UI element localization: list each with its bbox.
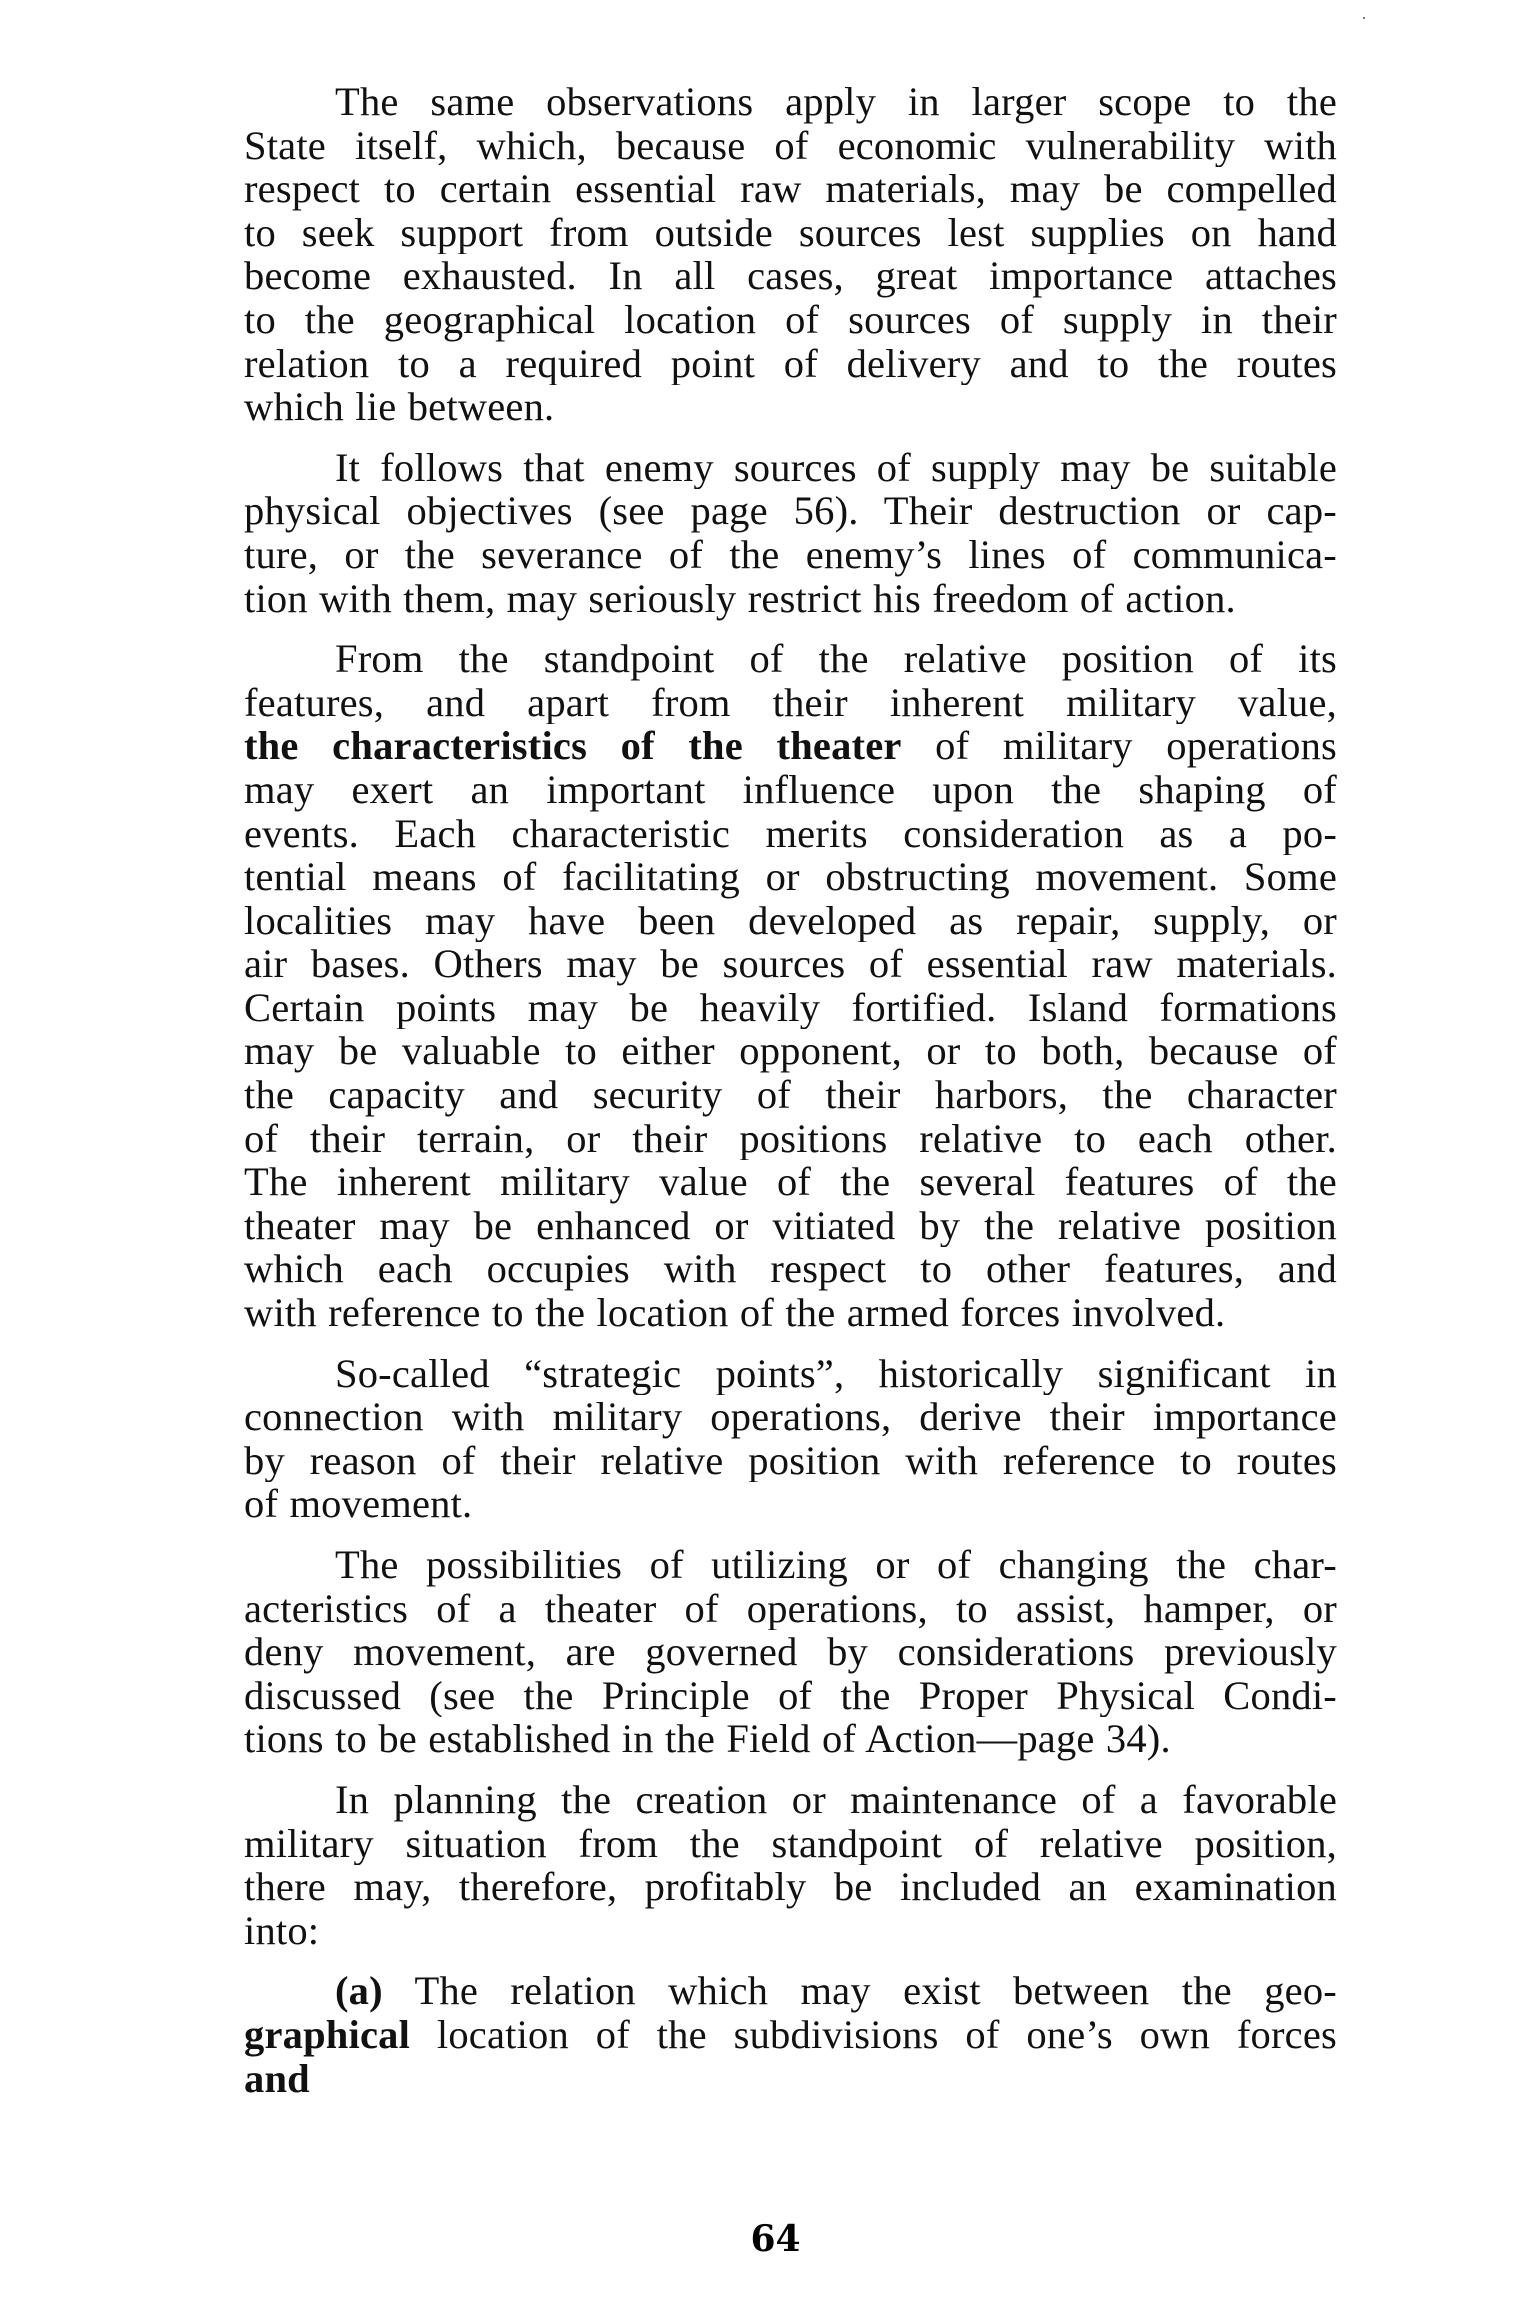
text-line — [244, 812, 1337, 856]
text-line — [244, 2013, 1337, 2057]
text-line — [244, 1247, 1337, 1291]
text-segment: to seek support from outside sources lest supplies on hand — [244, 210, 1337, 255]
text-line — [244, 1482, 1337, 1526]
text-line — [244, 1630, 1337, 1674]
text-line — [244, 1587, 1337, 1631]
text-segment: relation to a required point of delivery and to the routes — [244, 341, 1337, 386]
text-line — [244, 768, 1337, 812]
text-line — [244, 1160, 1337, 1204]
text-line — [244, 446, 1337, 490]
text-line — [244, 577, 1337, 621]
text-line — [244, 1291, 1337, 1335]
text-line — [244, 1395, 1337, 1439]
text-line — [244, 1352, 1337, 1396]
page-body — [244, 80, 1337, 2117]
paragraph-list-item-a — [244, 1969, 1337, 2100]
text-line — [244, 254, 1337, 298]
text-segment: the capacity and security of their harbors, the character — [244, 1073, 1337, 1117]
text-line — [244, 1909, 1337, 1953]
paragraph-strategic-points — [244, 1352, 1337, 1526]
text-line — [244, 1822, 1337, 1866]
text-segment: State itself, which, because of economic vulnerability with — [244, 123, 1337, 168]
text-segment: which lie between. — [244, 384, 555, 430]
text-line — [244, 1717, 1337, 1761]
text-line — [244, 724, 1337, 768]
text-segment: It follows that enemy sources of supply may be suitable — [335, 445, 1337, 490]
text-segment: connection with military operations, derive their importance — [244, 1395, 1337, 1439]
text-segment: tion with them, may seriously restrict his freedom of action. — [244, 575, 1236, 621]
text-line — [244, 1073, 1337, 1117]
text-segment: may exert an important influence upon the shaping of — [244, 767, 1337, 812]
paragraph-possibilities — [244, 1543, 1337, 1761]
text-line — [244, 124, 1337, 168]
page-number: 64 — [750, 2218, 801, 2260]
text-segment: with reference to the location of the armed forces involved. — [244, 1290, 1226, 1336]
text-line — [244, 385, 1337, 429]
text-segment: by reason of their relative position with reference to routes — [244, 1438, 1337, 1483]
text-line — [244, 342, 1337, 386]
text-segment: become exhausted. In all cases, great importance attaches — [244, 254, 1337, 298]
text-line — [244, 1543, 1337, 1587]
text-line — [244, 855, 1337, 899]
text-line — [244, 298, 1337, 342]
text-line — [244, 986, 1337, 1030]
text-line — [244, 533, 1337, 577]
bold-text: graphical — [244, 2012, 411, 2057]
text-line — [244, 942, 1337, 986]
text-segment: respect to certain essential raw materials, may be compelled — [244, 167, 1337, 211]
text-segment: physical objectives (see page 56). Their destruction or cap- — [244, 489, 1337, 533]
paragraph-theater-characteristics — [244, 637, 1337, 1335]
text-line — [244, 681, 1337, 725]
paragraph-supply-state — [244, 80, 1337, 429]
text-segment: theater may be enhanced or vitiated by the relative position — [244, 1203, 1337, 1248]
text-line — [244, 1778, 1337, 1822]
text-segment: From the standpoint of the relative position of its — [335, 637, 1337, 681]
paragraph-planning — [244, 1778, 1337, 1952]
text-segment: military situation from the standpoint of relative position, — [244, 1821, 1337, 1866]
text-segment: So-called “strategic points”, historically significant in — [335, 1351, 1337, 1396]
text-segment: acteristics of a theater of operations, to assist, hamper, or — [244, 1586, 1337, 1631]
text-line — [244, 1029, 1337, 1073]
text-segment: tential means of facilitating or obstructing movement. Some — [244, 855, 1337, 899]
text-segment: tions to be established in the Field of Action—page 34). — [244, 1716, 1171, 1762]
text-segment: The same observations apply in larger scope to the — [335, 80, 1337, 124]
scan-speck — [1363, 17, 1365, 19]
text-segment: features, and apart from their inherent military value, — [244, 680, 1337, 725]
text-segment: The inherent military value of the several features of the — [244, 1160, 1337, 1204]
text-line — [244, 1439, 1337, 1483]
text-line — [244, 1674, 1337, 1718]
text-segment: events. Each characteristic merits consideration as a po- — [244, 811, 1337, 856]
text-segment: location of the subdivisions of one’s own forces — [410, 2012, 1337, 2057]
text-segment: may be valuable to either opponent, or to both, because of — [244, 1029, 1337, 1074]
text-line — [244, 2057, 1337, 2101]
text-segment: localities may have been developed as repair, supply, or — [244, 898, 1337, 943]
text-segment: discussed (see the Principle of the Proper Physical Condi- — [244, 1673, 1337, 1718]
text-line — [244, 80, 1337, 124]
bold-text: and — [244, 2055, 310, 2101]
text-segment: which each occupies with respect to other features, and — [244, 1247, 1337, 1292]
text-segment: of their terrain, or their positions relative to each other. — [244, 1116, 1337, 1161]
text-line — [244, 1969, 1337, 2013]
text-segment: of movement. — [244, 1481, 473, 1527]
text-segment: The possibilities of utilizing or of changing the char- — [335, 1543, 1337, 1587]
text-segment: ture, or the severance of the enemy’s lines of communica- — [244, 532, 1337, 577]
text-segment: The relation which may exist between the geo- — [382, 1969, 1337, 2013]
text-segment: into: — [244, 1907, 320, 1953]
text-line — [244, 1204, 1337, 1248]
text-segment: of military operations — [901, 724, 1337, 768]
text-segment: In planning the creation or maintenance of a favorable — [335, 1777, 1337, 1822]
text-line — [244, 167, 1337, 211]
text-line — [244, 1117, 1337, 1161]
paragraph-enemy-sources — [244, 446, 1337, 620]
text-line — [244, 489, 1337, 533]
text-segment: Certain points may be heavily fortified. Island formations — [244, 985, 1337, 1030]
text-line — [244, 1865, 1337, 1909]
text-line — [244, 899, 1337, 943]
text-line — [244, 637, 1337, 681]
text-segment: air bases. Others may be sources of essential raw materials. — [244, 942, 1337, 986]
text-line — [244, 211, 1337, 255]
text-segment: to the geographical location of sources of supply in their — [244, 297, 1337, 342]
bold-text: the characteristics of the theater — [244, 724, 902, 768]
text-segment: deny movement, are governed by considerations previously — [244, 1630, 1337, 1674]
bold-text: (a) — [335, 1969, 383, 2013]
text-segment: there may, therefore, profitably be included an examination — [244, 1865, 1337, 1909]
